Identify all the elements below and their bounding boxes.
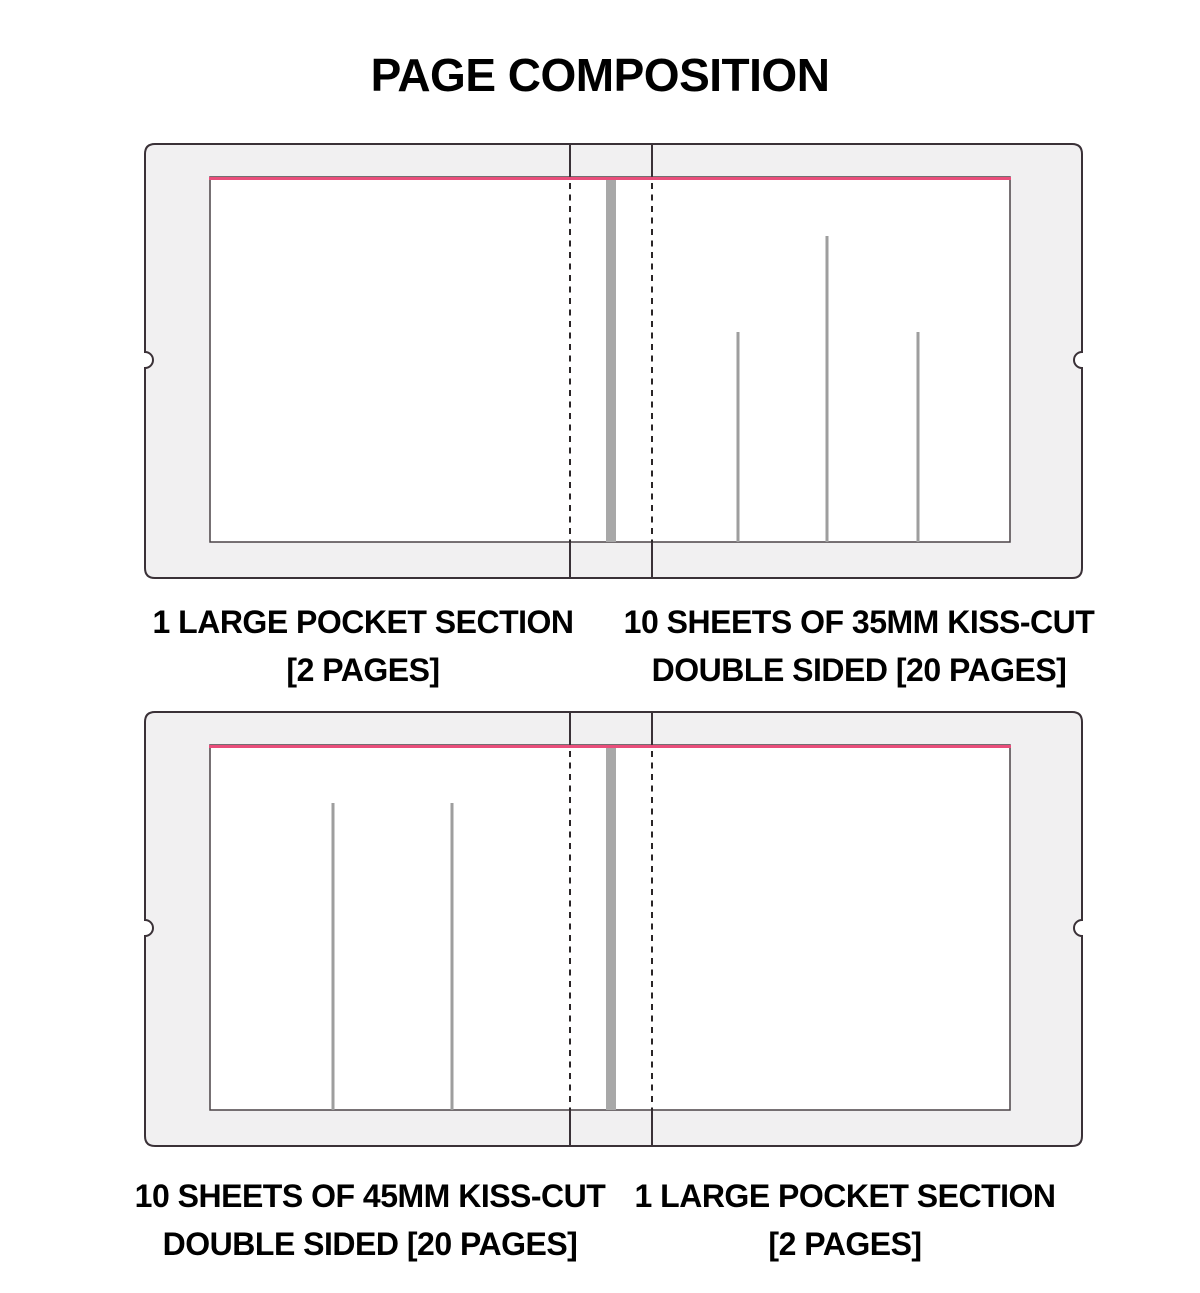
caption-bottom-right — [595, 1172, 1095, 1268]
caption-line: [2 PAGES] — [286, 652, 440, 688]
spread-svg-bottom — [143, 711, 1084, 1147]
caption-line: 10 SHEETS OF 45MM KISS-CUT — [134, 1178, 606, 1214]
spread-svg-top — [143, 143, 1084, 579]
caption-bottom-left — [120, 1172, 620, 1268]
spine-bar — [606, 748, 616, 1110]
caption-line: 1 LARGE POCKET SECTION — [152, 604, 574, 640]
spread-diagram-bottom — [143, 711, 1084, 1147]
caption-line: DOUBLE SIDED [20 PAGES] — [651, 652, 1067, 688]
caption-line: 10 SHEETS OF 35MM KISS-CUT — [623, 604, 1095, 640]
caption-top-left — [113, 598, 613, 694]
caption-line: 1 LARGE POCKET SECTION — [634, 1178, 1056, 1214]
page-title: PAGE COMPOSITION — [370, 49, 830, 101]
caption-line: DOUBLE SIDED [20 PAGES] — [162, 1226, 578, 1262]
caption-top-right — [609, 598, 1109, 694]
spine-bar — [606, 180, 616, 542]
spread-diagram-top — [143, 143, 1084, 579]
caption-line: [2 PAGES] — [768, 1226, 922, 1262]
